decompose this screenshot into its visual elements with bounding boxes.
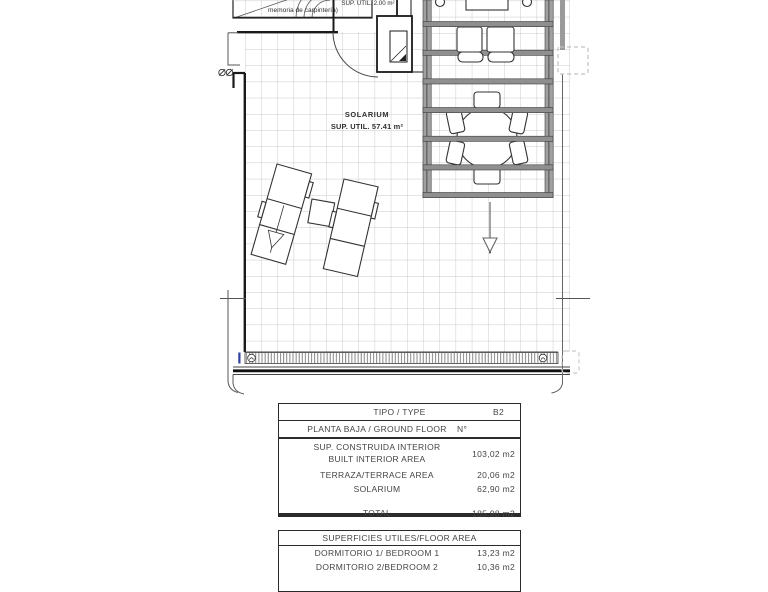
stairs-shaft [377,16,412,72]
stool [523,0,532,7]
row-label: DORMITORIO 1/ BEDROOM 1 [314,548,440,558]
row-label: PLANTA BAJA / GROUND FLOOR [307,424,447,434]
pergola-beam [560,0,565,50]
railing [238,352,558,364]
spotlight-symbol-icon [219,69,233,75]
row-label [279,441,475,465]
row-label: TOTAL [362,508,392,518]
row-value: 103,02 m2 [472,448,515,459]
row-value: 62,90 m2 [477,484,515,494]
table-row [279,404,520,421]
row-label: TERRAZA/TERRACE AREA [320,470,434,480]
row-value: 13,23 m2 [477,548,515,558]
deck-table [466,0,508,10]
pergola-slat [423,136,553,141]
solarium-label: SOLARIUM [344,110,390,119]
upper-room-area-label: SUP. UTIL. 2.00 m² [341,0,395,7]
table-row [279,421,520,439]
table-spacer [279,496,520,506]
table-header: SUPERFICIES UTILES/FLOOR AREA [279,531,520,546]
row-label-line1: SUP. CONSTRUIDA INTERIOR [313,442,441,452]
row-value: 185,98 m2 [472,508,515,518]
pergola-slat [423,79,553,84]
row-value: 10,36 m2 [477,562,515,572]
table-row [279,506,520,521]
row-value: 20,06 m2 [477,470,515,480]
table-row [279,482,520,496]
row-label: DORMITORIO 2/BEDROOM 2 [315,562,439,572]
type-areas-table [278,403,521,517]
pergola-slat [423,22,553,27]
table-row [279,468,520,482]
railing-accent [238,353,240,364]
row-value: N° [457,424,468,434]
carpentry-note-label: memoria de carpintería) [268,7,338,14]
row-value: B2 [493,407,504,417]
row-label-line2: BUILT INTERIOR AREA [328,454,426,464]
pergola-slat [423,165,553,170]
chair [474,168,500,184]
chair [474,92,500,108]
floor-area-table [278,530,521,592]
solarium-area-label: SUP. UTIL. 57.41 m² [330,122,404,131]
pergola-slat [423,108,553,113]
pergola-slat [423,193,553,198]
row-label: SOLARIUM [353,484,401,494]
row-label: TIPO / TYPE [373,407,426,417]
table-row [279,439,520,468]
table-row [279,560,520,574]
stool [436,0,445,7]
table-row [279,546,520,560]
